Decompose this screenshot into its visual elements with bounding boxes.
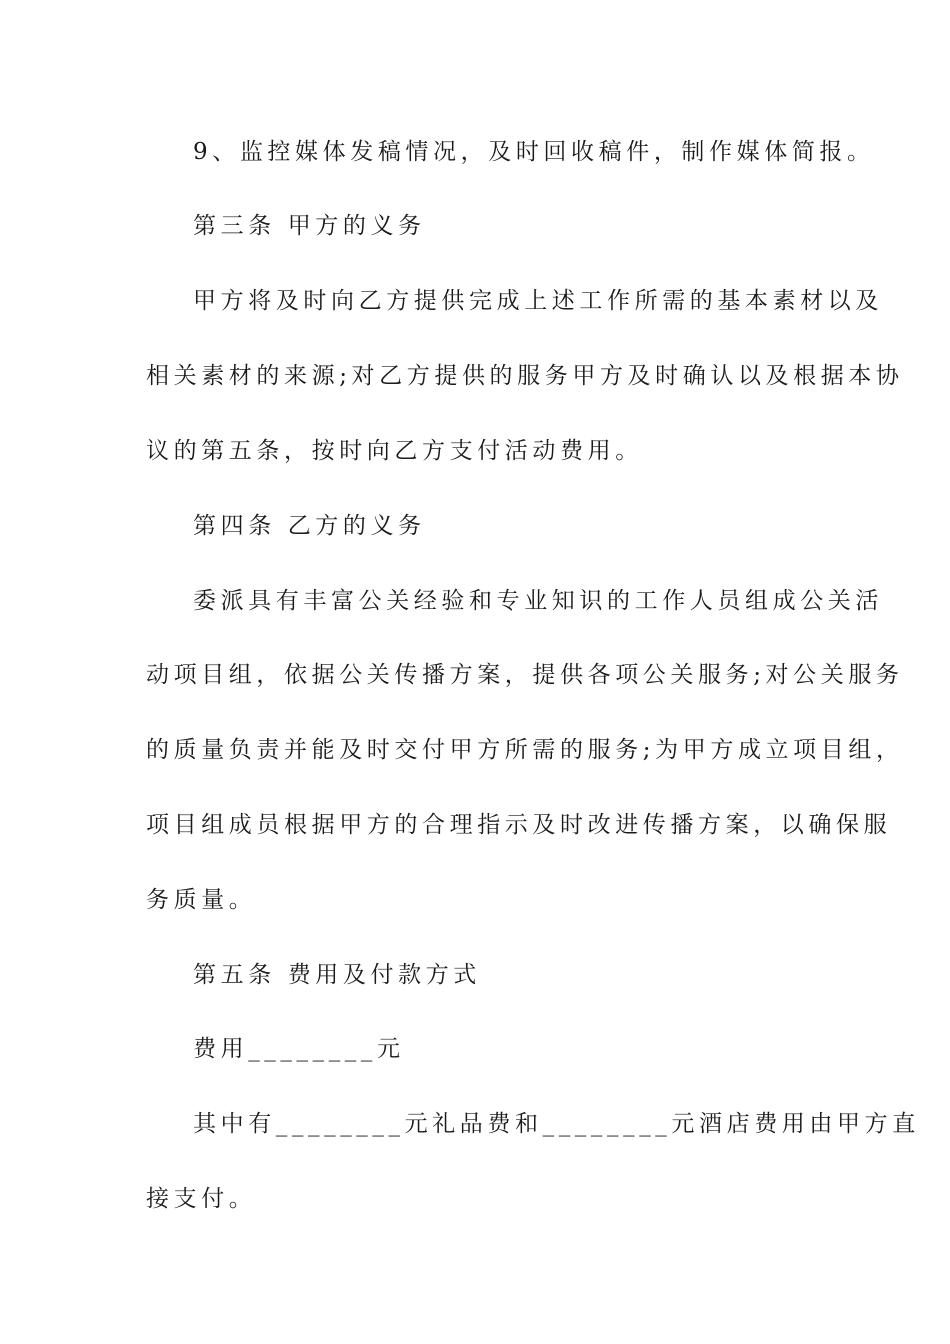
article-3-body-line-3: 议的第五条，按时向乙方支付活动费用。 bbox=[146, 438, 643, 464]
fee-breakdown-line-1: 其中有________元礼品费和________元酒店费用由甲方直 bbox=[193, 1111, 920, 1137]
article-4-body-line-3: 的质量负责并能及时交付甲方所需的服务;为甲方成立项目组， bbox=[146, 737, 904, 763]
fee-total-line: 费用________元 bbox=[193, 1036, 405, 1062]
article-4-body-line-4: 项目组成员根据甲方的合理指示及时改进传播方案，以确保服 bbox=[146, 812, 892, 838]
article-5-heading: 第五条 费用及付款方式 bbox=[193, 962, 481, 988]
article-3-body-line-2: 相关素材的来源;对乙方提供的服务甲方及时确认以及根据本协 bbox=[146, 363, 904, 389]
article-4-body-line-1: 委派具有丰富公关经验和专业知识的工作人员组成公关活 bbox=[193, 588, 883, 614]
article-4-heading: 第四条 乙方的义务 bbox=[193, 513, 426, 539]
article-3-heading: 第三条 甲方的义务 bbox=[193, 213, 426, 239]
article-3-body-line-1: 甲方将及时向乙方提供完成上述工作所需的基本素材以及 bbox=[193, 288, 883, 314]
article-4-body-line-5: 务质量。 bbox=[146, 887, 257, 913]
article-4-body-line-2: 动项目组，依据公关传播方案，提供各项公关服务;对公关服务 bbox=[146, 662, 904, 688]
paragraph-item-9: 9、监控媒体发稿情况，及时回收稿件，制作媒体简报。 bbox=[193, 139, 875, 165]
fee-breakdown-line-2: 接支付。 bbox=[146, 1186, 257, 1212]
